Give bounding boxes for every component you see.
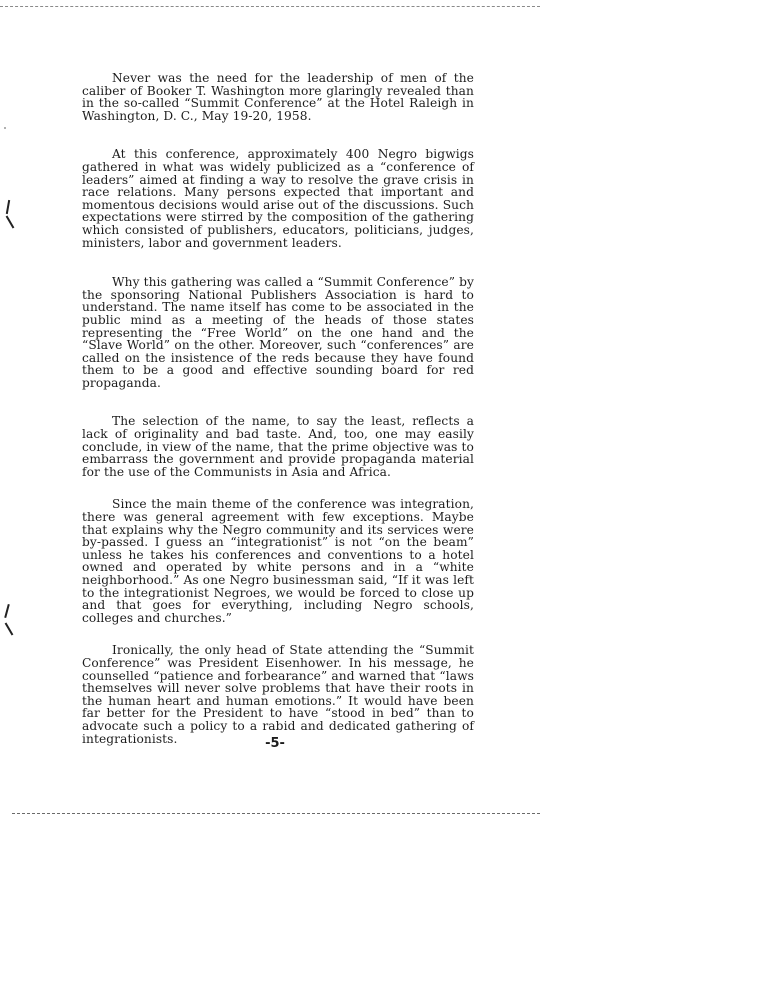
paragraph-5: Since the main theme of the conference was integration, there was general agreement with few exceptions. Maybe that explains why the Negro community and its services were by-passed. I guess an “integrationist” is not “on the beam” unless he takes his conferences and conventions to a hotel owned and operated by white persons and in a “white neighborhood.” As one Negro businessman said, “If it was left to the integrationist Negroes, we would be forced to close up and that goes for everything, including Negro schools, colleges and churches.” [82,497,474,625]
paragraph-6: Ironically, the only head of State attending the “Summit Conference” was President Eisenhower. In his message, he counselled “patience and forbearance” and warned that “laws themselves will never solve problems that have their roots in the human heart and human emotions.” It would have been far better for the President to have “stood in bed” than to advocate such a policy to a rabid and dedicated gathering of integrationists. [82,643,474,746]
margin-mark-upper-2 [6,215,15,228]
paragraph-4: The selection of the name, to say the least, reflects a lack of originality and bad taste. And, too, one may easily conclude, in view of the name, that the prime objective was to embarrass the government and provide propaganda material for the use of the Communists in Asia and Africa. [82,414,474,479]
margin-mark-upper-1 [6,200,10,214]
bottom-scan-rule [12,813,540,814]
top-scan-rule [0,6,540,7]
paragraph-2: At this conference, approximately 400 Negro bigwigs gathered in what was widely publicized as a “conference of leaders” aimed at finding a way to resolve the grave crisis in race relations. Many persons expected that important and momentous decisions would arise out of the discussions. Such expectations were stirred by the composition of the gathering which consisted of publishers, educators, politicians, judges, ministers, labor and government leaders. [82,147,474,250]
margin-mark-lower-2 [5,622,14,635]
margin-mark-lower-1 [4,604,10,618]
paragraph-1: Never was the need for the leadership of men of the caliber of Booker T. Washington more glaringly revealed than in the so-called “Summit Conference” at the Hotel Raleigh in Washington, D. C., May 19-20, 1958. [82,71,474,123]
scan-speck [4,127,6,129]
paragraph-3: Why this gathering was called a “Summit Conference” by the sponsoring National Publishers Association is hard to understand. The name itself has come to be associated in the public mind as a meeting of the heads of those states representing the “Free World” on the one hand and the “Slave World” on the other. Moreover, such “conferences” are called on the insistence of the reds because they have found them to be a good and effective sounding board for red propaganda. [82,275,474,390]
document-body [82,72,474,745]
page-number: -5- [265,736,285,751]
